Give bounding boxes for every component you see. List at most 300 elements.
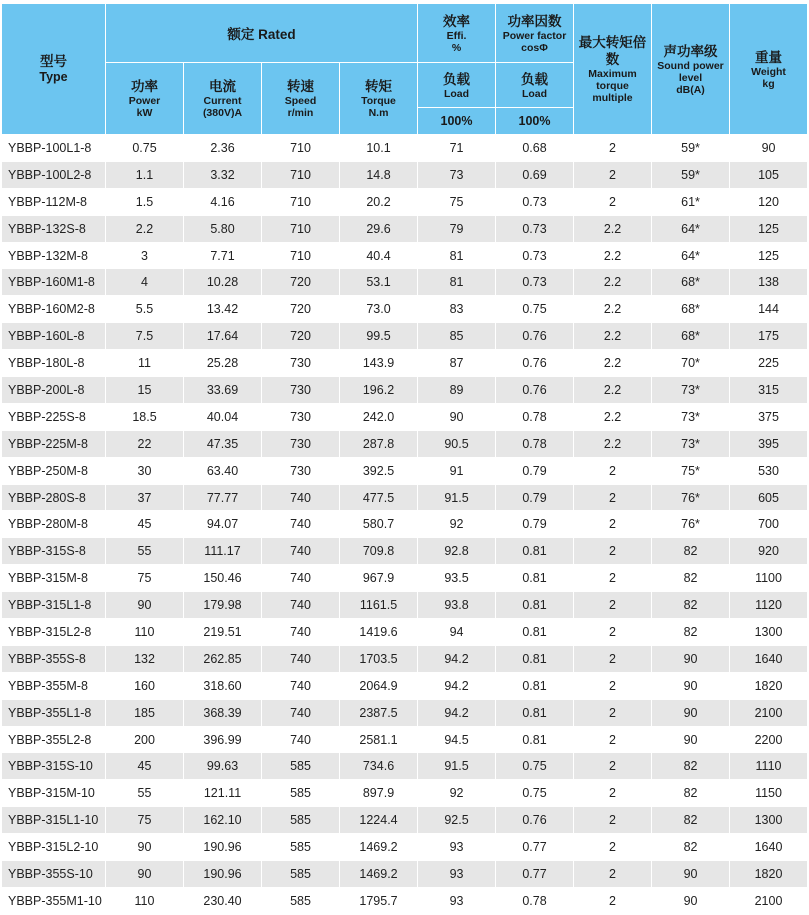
current-cell: 99.63 (184, 753, 262, 780)
power-cell: 90 (106, 834, 184, 861)
type-cell: YBBP-355M1-10 (2, 887, 106, 914)
efficiency-cell: 94.2 (418, 699, 496, 726)
power-header-cn: 功率 (131, 79, 158, 94)
weight-header-en: Weight (751, 65, 786, 78)
power-cell: 200 (106, 726, 184, 753)
table-header (2, 4, 808, 135)
efficiency-cell: 92.5 (418, 807, 496, 834)
torque-cell: 967.9 (340, 565, 418, 592)
type-cell: YBBP-355S-10 (2, 861, 106, 888)
current-cell: 25.28 (184, 350, 262, 377)
sound-level-cell: 90 (652, 699, 730, 726)
sound-level-cell: 61* (652, 188, 730, 215)
current-header-en: Current (203, 95, 242, 107)
weight-cell: 1150 (730, 780, 808, 807)
current-cell: 190.96 (184, 834, 262, 861)
power-factor-cell: 0.81 (496, 619, 574, 646)
table-row (2, 269, 808, 296)
type-cell: YBBP-315M-10 (2, 780, 106, 807)
type-cell: YBBP-100L1-8 (2, 135, 106, 162)
type-cell: YBBP-315L2-8 (2, 619, 106, 646)
efficiency-cell: 75 (418, 188, 496, 215)
efficiency-cell: 91.5 (418, 484, 496, 511)
table-row (2, 242, 808, 269)
power-factor-cell: 0.75 (496, 753, 574, 780)
power-factor-cell: 0.81 (496, 645, 574, 672)
type-cell: YBBP-132S-8 (2, 215, 106, 242)
current-cell: 368.39 (184, 699, 262, 726)
efficiency-cell: 90.5 (418, 430, 496, 457)
type-header (2, 4, 106, 135)
sound-level-cell: 82 (652, 592, 730, 619)
sound-level-cell: 75* (652, 457, 730, 484)
power-factor-header-unit: cosΦ (521, 41, 548, 54)
type-cell: YBBP-280M-8 (2, 511, 106, 538)
speed-cell: 740 (262, 565, 340, 592)
max-torque-cell: 2 (574, 135, 652, 162)
efficiency-header-en: Effi. (446, 29, 467, 42)
current-header (184, 63, 262, 135)
power-factor-cell: 0.76 (496, 807, 574, 834)
speed-cell: 740 (262, 619, 340, 646)
table-row (2, 403, 808, 430)
power-cell: 15 (106, 377, 184, 404)
power-cell: 160 (106, 672, 184, 699)
current-cell: 318.60 (184, 672, 262, 699)
torque-cell: 29.6 (340, 215, 418, 242)
power-cell: 11 (106, 350, 184, 377)
power-factor-cell: 0.79 (496, 484, 574, 511)
efficiency-header-unit: % (451, 41, 462, 54)
current-cell: 396.99 (184, 726, 262, 753)
weight-cell: 225 (730, 350, 808, 377)
weight-header-unit: kg (762, 77, 775, 90)
type-cell: YBBP-132M-8 (2, 242, 106, 269)
speed-cell: 740 (262, 538, 340, 565)
table-row (2, 645, 808, 672)
table-row (2, 699, 808, 726)
speed-cell: 730 (262, 350, 340, 377)
power-cell: 132 (106, 645, 184, 672)
efficiency-load-header (418, 63, 496, 108)
sound-level-cell: 76* (652, 511, 730, 538)
torque-cell: 1224.4 (340, 807, 418, 834)
torque-cell: 196.2 (340, 377, 418, 404)
max-torque-cell: 2 (574, 645, 652, 672)
power-cell: 7.5 (106, 323, 184, 350)
torque-cell: 53.1 (340, 269, 418, 296)
power-factor-header-en: Power factor (502, 29, 567, 42)
current-cell: 4.16 (184, 188, 262, 215)
table-row (2, 565, 808, 592)
torque-header-cn: 转矩 (365, 79, 392, 94)
power-cell: 110 (106, 887, 184, 914)
power-factor-cell: 0.81 (496, 592, 574, 619)
power-cell: 55 (106, 780, 184, 807)
power-cell: 185 (106, 699, 184, 726)
torque-cell: 1161.5 (340, 592, 418, 619)
max-torque-cell: 2 (574, 780, 652, 807)
power-factor-pct-label: 100% (518, 114, 551, 128)
torque-cell: 1795.7 (340, 887, 418, 914)
type-cell: YBBP-280S-8 (2, 484, 106, 511)
power-cell: 1.1 (106, 161, 184, 188)
torque-cell: 897.9 (340, 780, 418, 807)
power-cell: 0.75 (106, 135, 184, 162)
motor-spec-table (1, 3, 808, 915)
efficiency-cell: 93.5 (418, 565, 496, 592)
torque-cell: 580.7 (340, 511, 418, 538)
weight-cell: 920 (730, 538, 808, 565)
efficiency-cell: 87 (418, 350, 496, 377)
speed-cell: 740 (262, 592, 340, 619)
current-cell: 262.85 (184, 645, 262, 672)
speed-header (262, 63, 340, 135)
torque-header-en: Torque (361, 95, 396, 107)
weight-cell: 144 (730, 296, 808, 323)
speed-cell: 740 (262, 484, 340, 511)
sound-header-en1: Sound power (657, 59, 724, 72)
power-cell: 3 (106, 242, 184, 269)
sound-level-cell: 73* (652, 377, 730, 404)
power-factor-header-cn: 功率因数 (507, 13, 562, 29)
power-factor-cell: 0.75 (496, 296, 574, 323)
torque-header-unit: N.m (368, 107, 389, 119)
table-row (2, 430, 808, 457)
sound-level-cell: 68* (652, 323, 730, 350)
power-factor-cell: 0.81 (496, 699, 574, 726)
table-row (2, 511, 808, 538)
torque-cell: 242.0 (340, 403, 418, 430)
power-factor-header (496, 4, 574, 63)
power-factor-cell: 0.73 (496, 215, 574, 242)
current-cell: 47.35 (184, 430, 262, 457)
weight-cell: 530 (730, 457, 808, 484)
power-factor-cell: 0.77 (496, 834, 574, 861)
torque-cell: 99.5 (340, 323, 418, 350)
max-torque-cell: 2 (574, 188, 652, 215)
power-cell: 30 (106, 457, 184, 484)
current-cell: 111.17 (184, 538, 262, 565)
table-row (2, 807, 808, 834)
weight-cell: 375 (730, 403, 808, 430)
current-cell: 179.98 (184, 592, 262, 619)
speed-cell: 585 (262, 834, 340, 861)
torque-cell: 2581.1 (340, 726, 418, 753)
sound-level-cell: 64* (652, 242, 730, 269)
type-cell: YBBP-100L2-8 (2, 161, 106, 188)
table-row (2, 296, 808, 323)
efficiency-cell: 92 (418, 511, 496, 538)
table-row (2, 323, 808, 350)
weight-cell: 1110 (730, 753, 808, 780)
max-torque-cell: 2 (574, 565, 652, 592)
power-factor-cell: 0.78 (496, 887, 574, 914)
torque-cell: 1469.2 (340, 861, 418, 888)
power-cell: 37 (106, 484, 184, 511)
type-cell: YBBP-225M-8 (2, 430, 106, 457)
sound-header-en2: level (678, 71, 703, 84)
table-row (2, 538, 808, 565)
speed-cell: 710 (262, 215, 340, 242)
type-cell: YBBP-315S-10 (2, 753, 106, 780)
speed-cell: 730 (262, 430, 340, 457)
weight-cell: 1640 (730, 834, 808, 861)
rated-header-label: 额定 Rated (227, 26, 296, 42)
power-factor-pct-header (496, 108, 574, 135)
power-cell: 4 (106, 269, 184, 296)
speed-cell: 710 (262, 242, 340, 269)
efficiency-cell: 81 (418, 269, 496, 296)
power-factor-load-cn: 负载 (521, 71, 549, 87)
current-header-cn: 电流 (209, 79, 236, 94)
max-torque-header-en2: torque (596, 80, 629, 92)
speed-cell: 740 (262, 645, 340, 672)
torque-cell: 2387.5 (340, 699, 418, 726)
sound-level-cell: 82 (652, 834, 730, 861)
weight-cell: 2100 (730, 887, 808, 914)
torque-header (340, 63, 418, 135)
max-torque-cell: 2 (574, 511, 652, 538)
weight-cell: 1300 (730, 807, 808, 834)
efficiency-cell: 92 (418, 780, 496, 807)
power-cell: 2.2 (106, 215, 184, 242)
type-cell: YBBP-160M2-8 (2, 296, 106, 323)
weight-cell: 700 (730, 511, 808, 538)
table-row (2, 161, 808, 188)
efficiency-cell: 93 (418, 861, 496, 888)
sound-level-cell: 90 (652, 887, 730, 914)
max-torque-cell: 2.2 (574, 403, 652, 430)
table-row (2, 188, 808, 215)
sound-level-cell: 59* (652, 161, 730, 188)
power-factor-load-en: Load (521, 87, 548, 100)
speed-cell: 710 (262, 161, 340, 188)
table-row (2, 592, 808, 619)
type-cell: YBBP-355L1-8 (2, 699, 106, 726)
efficiency-cell: 83 (418, 296, 496, 323)
efficiency-cell: 92.8 (418, 538, 496, 565)
max-torque-cell: 2 (574, 538, 652, 565)
torque-cell: 73.0 (340, 296, 418, 323)
torque-cell: 20.2 (340, 188, 418, 215)
max-torque-cell: 2 (574, 592, 652, 619)
power-factor-cell: 0.76 (496, 377, 574, 404)
current-cell: 7.71 (184, 242, 262, 269)
type-cell: YBBP-225S-8 (2, 403, 106, 430)
max-torque-cell: 2 (574, 457, 652, 484)
max-torque-cell: 2 (574, 161, 652, 188)
sound-level-cell: 73* (652, 430, 730, 457)
efficiency-cell: 73 (418, 161, 496, 188)
efficiency-cell: 94 (418, 619, 496, 646)
speed-cell: 740 (262, 699, 340, 726)
max-torque-cell: 2 (574, 619, 652, 646)
sound-level-cell: 68* (652, 296, 730, 323)
power-factor-cell: 0.69 (496, 161, 574, 188)
speed-cell: 730 (262, 457, 340, 484)
current-cell: 190.96 (184, 861, 262, 888)
speed-header-en: Speed (284, 95, 317, 107)
max-torque-cell: 2.2 (574, 215, 652, 242)
table-row (2, 780, 808, 807)
current-cell: 3.32 (184, 161, 262, 188)
max-torque-cell: 2 (574, 861, 652, 888)
max-torque-cell: 2 (574, 753, 652, 780)
current-cell: 33.69 (184, 377, 262, 404)
table-row (2, 834, 808, 861)
power-cell: 75 (106, 807, 184, 834)
power-cell: 45 (106, 511, 184, 538)
torque-cell: 734.6 (340, 753, 418, 780)
sound-level-cell: 82 (652, 753, 730, 780)
max-torque-header-cn: 最大转矩倍数 (578, 35, 647, 67)
power-factor-cell: 0.78 (496, 403, 574, 430)
power-factor-cell: 0.76 (496, 350, 574, 377)
speed-cell: 740 (262, 511, 340, 538)
efficiency-cell: 85 (418, 323, 496, 350)
torque-cell: 143.9 (340, 350, 418, 377)
power-factor-cell: 0.73 (496, 188, 574, 215)
power-header-unit: kW (136, 107, 153, 119)
speed-cell: 720 (262, 323, 340, 350)
type-cell: YBBP-315L1-10 (2, 807, 106, 834)
speed-cell: 710 (262, 135, 340, 162)
weight-cell: 1820 (730, 672, 808, 699)
type-cell: YBBP-315L1-8 (2, 592, 106, 619)
sound-level-cell: 70* (652, 350, 730, 377)
power-cell: 55 (106, 538, 184, 565)
current-cell: 5.80 (184, 215, 262, 242)
current-header-unit: (380V)A (202, 107, 243, 119)
table-row (2, 377, 808, 404)
power-factor-cell: 0.76 (496, 323, 574, 350)
sound-level-cell: 73* (652, 403, 730, 430)
current-cell: 150.46 (184, 565, 262, 592)
weight-header-cn: 重量 (755, 49, 783, 65)
sound-level-cell: 82 (652, 807, 730, 834)
speed-header-cn: 转速 (287, 79, 314, 94)
type-cell: YBBP-112M-8 (2, 188, 106, 215)
torque-cell: 40.4 (340, 242, 418, 269)
max-torque-header-en3: multiple (592, 92, 633, 104)
torque-cell: 392.5 (340, 457, 418, 484)
type-cell: YBBP-250M-8 (2, 457, 106, 484)
sound-level-cell: 68* (652, 269, 730, 296)
current-cell: 2.36 (184, 135, 262, 162)
weight-cell: 175 (730, 323, 808, 350)
max-torque-cell: 2.2 (574, 296, 652, 323)
sound-level-cell: 82 (652, 780, 730, 807)
torque-cell: 1469.2 (340, 834, 418, 861)
table-row (2, 861, 808, 888)
efficiency-cell: 94.2 (418, 672, 496, 699)
speed-cell: 585 (262, 887, 340, 914)
power-factor-cell: 0.68 (496, 135, 574, 162)
power-cell: 90 (106, 592, 184, 619)
current-cell: 219.51 (184, 619, 262, 646)
speed-cell: 740 (262, 672, 340, 699)
max-torque-cell: 2 (574, 887, 652, 914)
power-factor-cell: 0.73 (496, 269, 574, 296)
table-row (2, 726, 808, 753)
current-cell: 162.10 (184, 807, 262, 834)
efficiency-header (418, 4, 496, 63)
type-cell: YBBP-315L2-10 (2, 834, 106, 861)
rated-header (106, 4, 418, 63)
power-cell: 110 (106, 619, 184, 646)
table-row (2, 350, 808, 377)
speed-cell: 740 (262, 726, 340, 753)
max-torque-cell: 2.2 (574, 430, 652, 457)
efficiency-load-cn: 负载 (443, 71, 471, 87)
current-cell: 77.77 (184, 484, 262, 511)
type-cell: YBBP-355M-8 (2, 672, 106, 699)
efficiency-cell: 93 (418, 887, 496, 914)
sound-level-cell: 90 (652, 645, 730, 672)
sound-level-cell: 82 (652, 619, 730, 646)
efficiency-cell: 71 (418, 135, 496, 162)
max-torque-cell: 2 (574, 672, 652, 699)
table-row (2, 457, 808, 484)
type-header-en: Type (39, 70, 68, 84)
efficiency-cell: 94.5 (418, 726, 496, 753)
efficiency-cell: 91.5 (418, 753, 496, 780)
torque-cell: 1419.6 (340, 619, 418, 646)
table-row (2, 215, 808, 242)
power-cell: 75 (106, 565, 184, 592)
weight-cell: 120 (730, 188, 808, 215)
sound-level-cell: 64* (652, 215, 730, 242)
max-torque-cell: 2 (574, 484, 652, 511)
sound-header-cn: 声功率级 (663, 43, 718, 59)
sound-level-cell: 82 (652, 538, 730, 565)
speed-cell: 720 (262, 269, 340, 296)
power-factor-cell: 0.79 (496, 457, 574, 484)
weight-cell: 2200 (730, 726, 808, 753)
weight-cell: 1640 (730, 645, 808, 672)
power-factor-cell: 0.81 (496, 672, 574, 699)
torque-cell: 1703.5 (340, 645, 418, 672)
table-row (2, 887, 808, 914)
power-factor-cell: 0.75 (496, 780, 574, 807)
type-cell: YBBP-160M1-8 (2, 269, 106, 296)
speed-cell: 710 (262, 188, 340, 215)
table-body (2, 135, 808, 915)
speed-cell: 585 (262, 753, 340, 780)
efficiency-cell: 93.8 (418, 592, 496, 619)
sound-level-cell: 76* (652, 484, 730, 511)
weight-cell: 605 (730, 484, 808, 511)
power-cell: 18.5 (106, 403, 184, 430)
type-cell: YBBP-355S-8 (2, 645, 106, 672)
table-row (2, 753, 808, 780)
speed-cell: 730 (262, 377, 340, 404)
current-cell: 121.11 (184, 780, 262, 807)
max-torque-cell: 2 (574, 807, 652, 834)
efficiency-cell: 94.2 (418, 645, 496, 672)
sound-level-cell: 90 (652, 726, 730, 753)
max-torque-header-en1: Maximum (588, 68, 637, 80)
weight-cell: 90 (730, 135, 808, 162)
weight-cell: 1820 (730, 861, 808, 888)
torque-cell: 10.1 (340, 135, 418, 162)
power-header (106, 63, 184, 135)
current-cell: 40.04 (184, 403, 262, 430)
table-row (2, 672, 808, 699)
max-torque-cell: 2.2 (574, 242, 652, 269)
table-row (2, 484, 808, 511)
